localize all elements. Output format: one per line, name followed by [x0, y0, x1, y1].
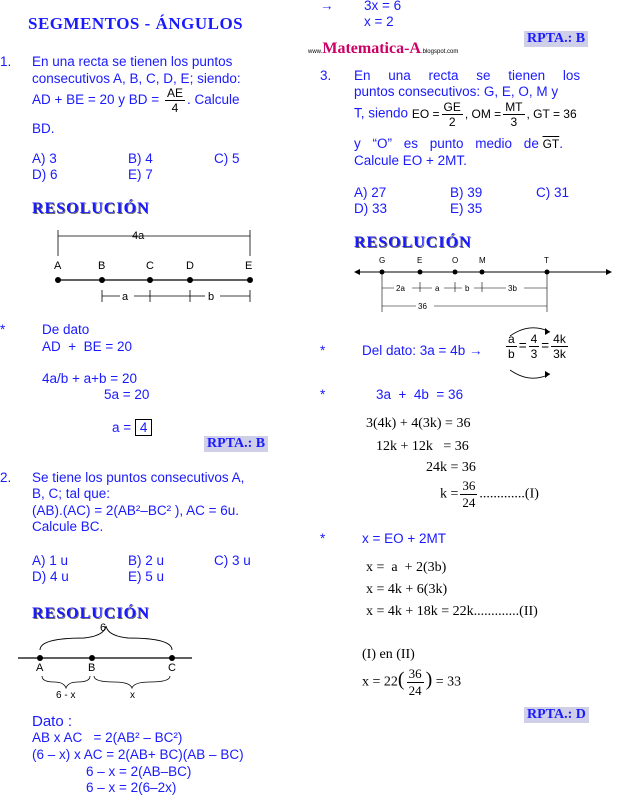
problem-1-line2: consecutivos A, B, C, D, E; siendo:: [32, 71, 241, 86]
problem-2-line3: (AB).(AC) = 2(AB²–BC² ), AC = 6u.: [32, 503, 240, 518]
problem-3-gt-segment: $\overline{GT}$: [542, 137, 560, 151]
step-3-l3: x = 4k + 18k = 22k.............(II): [366, 604, 538, 619]
dato-2-l3: 6 – x = 2(AB–BC): [86, 764, 192, 779]
problem-1-number: 1.: [0, 54, 12, 69]
problem-2-line2: B, C; tal que:: [32, 486, 111, 501]
option-2b: B) 2 u: [128, 553, 165, 568]
logo-text: Matematica-A: [322, 40, 421, 57]
resolution-2-title: RESOLUCIÓN: [32, 605, 150, 622]
seg-a: a: [435, 284, 440, 293]
point-b-2: [89, 655, 95, 661]
problem-3-line2: puntos consecutivos: G, E, O, M y: [354, 84, 559, 99]
problem-1-fraction: [165, 86, 185, 115]
diagram-1-top-label: 4a: [132, 230, 145, 242]
label-e-3: E: [417, 256, 423, 265]
problem-2-line1: Se tiene los puntos consecutivos A,: [32, 470, 245, 485]
step-3-l5: x = 22( $\frac{36}{24}$ ) = 33: [362, 666, 462, 698]
point-e-3: [418, 270, 423, 275]
diagram-2-l1: 6 - x: [56, 690, 76, 700]
label-m: M: [479, 256, 486, 265]
seg-2a: 2a: [396, 284, 405, 293]
option-2d: D) 4 u: [32, 569, 69, 584]
point-a: [55, 277, 61, 283]
fraction-denominator: 4: [171, 101, 179, 115]
problem-1-ask: BD.: [32, 121, 55, 136]
step-2-l1: 3(4k) + 4(3k) = 36: [366, 416, 471, 431]
segment-diagram-1: [40, 226, 280, 306]
label-g: G: [379, 256, 386, 265]
step-3-l2: x = 4k + 6(3k): [366, 582, 448, 597]
rpta-2: RPTA.: B: [524, 31, 588, 47]
logo-prefix: www.: [308, 49, 323, 55]
dato-1-eq4: [112, 420, 152, 435]
page-title: SEGMENTOS - ÁNGULOS: [28, 14, 244, 33]
option-2c: C) 3 u: [214, 553, 251, 568]
problem-2-number: 2.: [0, 470, 12, 485]
label-d: D: [186, 260, 194, 272]
segment-diagram-2: [14, 620, 204, 700]
point-c-2: [169, 655, 175, 661]
problem-3-line5: Calcule EO + 2MT.: [354, 153, 467, 168]
option-1d: D) 6: [32, 167, 58, 182]
step-1-text: Del dato: 3a = 4b →: [362, 343, 483, 358]
rpta-1: RPTA.: B: [204, 436, 268, 452]
step-3-text: x = EO + 2MT: [362, 531, 447, 546]
seg-b: b: [465, 284, 470, 293]
problem-3-line3: [354, 100, 577, 129]
dato-1-label: De dato: [42, 322, 90, 337]
bullet-3c: *: [320, 531, 326, 546]
step-2-l3: 24k = 36: [426, 460, 476, 475]
proportion-arrows: [500, 322, 580, 384]
seg-36: 36: [418, 302, 427, 311]
step-2-text: 3a + 4b = 36: [376, 387, 464, 402]
problem-1-cond-end: . Calcule: [186, 92, 240, 108]
label-b-2: B: [88, 662, 96, 674]
point-c: [147, 277, 153, 283]
step-2-l2: 12k + 12k = 36: [376, 439, 469, 454]
segment-diagram-3: [354, 252, 614, 320]
step-3-l4: (I) en (II): [362, 647, 415, 662]
fraction-numerator: AE: [166, 86, 183, 100]
problem-2-line4: Calcule BC.: [32, 519, 104, 534]
option-1c: C) 5: [214, 151, 240, 166]
point-b: [99, 277, 105, 283]
site-logo: [308, 40, 458, 58]
problem-3-number: 3.: [320, 68, 332, 83]
dato-2-l1: AB x AC = 2(AB² – BC²): [32, 730, 183, 745]
diagram-1-b: b: [208, 291, 215, 303]
option-3b: B) 39: [450, 185, 483, 200]
step-2-l4: k = $\frac{36}{24}$ .............(I): [440, 478, 539, 510]
option-2e: E) 5 u: [128, 569, 165, 584]
dato-2-l2: (6 – x) x AC = 2(AB+ BC)(AB – BC): [32, 747, 244, 762]
continued-line1: 3x = 6: [364, 0, 402, 13]
problem-3-siendo: T, siendo: [354, 105, 409, 121]
option-3d: D) 33: [354, 201, 388, 216]
problem-1-condition: [32, 86, 240, 115]
dato-1-eq2: 4a/b + a+b = 20: [42, 371, 137, 386]
option-3e: E) 35: [450, 201, 483, 216]
problem-3-line4: y “O” es punto medio de $\overline{GT}$.: [354, 136, 564, 151]
dato-1-eq1: AD + BE = 20: [42, 339, 133, 354]
diagram-1-a: a: [122, 291, 129, 303]
dato-1-eq4-text: a =: [112, 420, 132, 435]
option-1a: A) 3: [32, 151, 57, 166]
problem-3-line1: En una recta se tienen los: [354, 68, 581, 83]
continued-line2: x = 2: [364, 14, 394, 29]
problem-3-eo: EO = $\frac{GE}{2}$ , OM = $\frac{MT}{3}$ , GT = 36: [411, 100, 577, 129]
problem-1-line1: En una recta se tienen los puntos: [32, 54, 233, 69]
logo-suffix: .blogspot.com: [420, 49, 459, 55]
label-c: C: [146, 260, 154, 272]
answer-box-1: 4: [135, 419, 153, 436]
continued-arrow: →: [320, 0, 334, 13]
label-a: A: [54, 260, 62, 272]
problem-1-cond-text: AD + BE = 20 y BD =: [32, 92, 160, 108]
diagram-2-top-label: 6: [100, 622, 107, 634]
point-e: [247, 277, 253, 283]
option-3c: C) 31: [536, 185, 570, 200]
point-o: [453, 270, 458, 275]
bullet-3b: *: [320, 387, 326, 402]
dato-2-l4: 6 – x = 2(6–2x): [86, 780, 177, 795]
option-1b: B) 4: [128, 151, 153, 166]
step-1-fractions: $\frac{a}{b}$ = $\frac{4}{3}$ = $\frac{4k}{3k}$: [508, 332, 566, 361]
label-b: B: [98, 260, 106, 272]
label-c-2: C: [168, 662, 176, 674]
label-t: T: [544, 256, 549, 265]
bullet-1: *: [0, 322, 6, 337]
seg-3b: 3b: [508, 284, 517, 293]
dato-2-label: Dato :: [32, 713, 73, 730]
point-m: [480, 270, 485, 275]
label-a-2: A: [36, 662, 44, 674]
label-e: E: [245, 260, 253, 272]
option-3a: A) 27: [354, 185, 387, 200]
resolution-1-title: RESOLUCIÓN: [32, 200, 150, 217]
diagram-2-l2: x: [130, 690, 135, 700]
dato-1-eq3: 5a = 20: [104, 387, 150, 402]
option-1e: E) 7: [128, 167, 153, 182]
point-a-2: [37, 655, 43, 661]
resolution-3-title: RESOLUCIÓN: [354, 234, 472, 251]
step-3-l1: x = a + 2(3b): [366, 560, 447, 575]
label-o: O: [452, 256, 459, 265]
option-2a: A) 1 u: [32, 553, 69, 568]
rpta-3: RPTA.: D: [524, 707, 589, 723]
point-d: [187, 277, 193, 283]
bullet-3a: *: [320, 343, 326, 358]
problem-3-midpoint-text: y “O” es punto medio de: [354, 136, 539, 151]
